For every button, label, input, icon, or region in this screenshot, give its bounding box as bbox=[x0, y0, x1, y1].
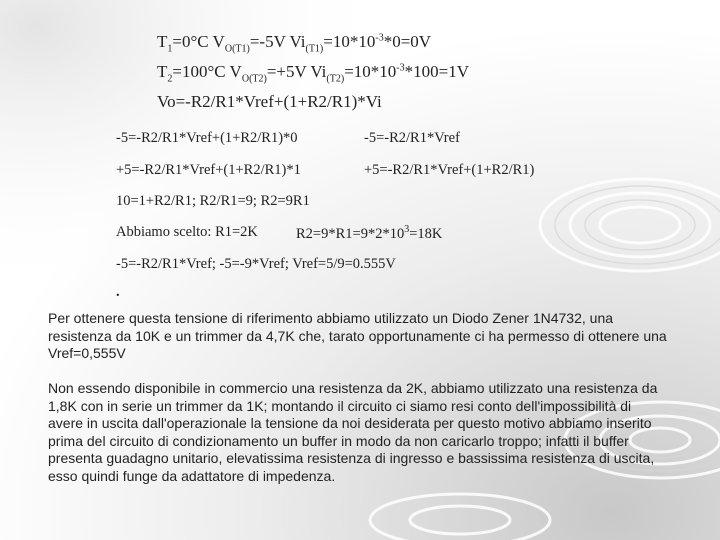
equation-row4-right: $R2=9*R1=9*2*10^3=18K$ bbox=[296, 224, 443, 242]
paragraph-buffer: Non essendo disponibile in commercio una resistenza da 2K, abbiamo utilizzato una resistenza da 1,8K con in serie un trimmer da 1K; montando il circuito ci siamo resi conto dell'impossibilità di avere in uscita dall'operazionale la tensione da noi desiderata per questo motivo abbiamo inserito prima del circuito di condizionamento un buffer in modo da non caricarlo troppo; infatti il buffer presenta guadagno unitario, elevatissima resistenza di ingresso e bassissima resistenza di uscita, esso quindi funge da adattatore di impedenza. bbox=[48, 380, 658, 484]
equation-row5: -5=-R2/R1*Vref; -5=-9*Vref; Vref=5/9=0.555V bbox=[116, 256, 396, 272]
equation-row2-right: +5=-R2/R1*Vref+(1+R2/R1) bbox=[364, 162, 535, 178]
paragraph-zener: Per ottenere questa tensione di riferimento abbiamo utilizzato un Diodo Zener 1N4732, una resistenza da 10K e un trimmer da 4,7K che, tarato opportunamente ci ha permesso di ottenere una Vref=0,555V bbox=[48, 310, 667, 361]
equation-t2: $T_2=100^\circ C$ $V_{O(T2)}=+5V$ $Vi_{(T2)}=10*10^{-3}*100=1V$ bbox=[157, 62, 470, 85]
equation-t1: $T_1=0^\circ C$ $V_{O(T1)}=-5V$ $Vi_{(T1)}=10*10^{-3}*0=0V$ bbox=[157, 32, 432, 55]
stray-dot: . bbox=[116, 284, 120, 300]
equation-row1-left: -5=-R2/R1*Vref+(1+R2/R1)*0 bbox=[116, 130, 298, 146]
equation-row1-right: -5=-R2/R1*Vref bbox=[364, 130, 460, 146]
equation-row2-left: +5=-R2/R1*Vref+(1+R2/R1)*1 bbox=[116, 162, 301, 178]
equation-vo: Vo=-R2/R1*Vref+(1+R2/R1)*Vi bbox=[157, 92, 382, 111]
equation-row4-left: Abbiamo scelto: R1=2K bbox=[116, 224, 258, 240]
equation-row3: 10=1+R2/R1; R2/R1=9; R2=9R1 bbox=[116, 193, 310, 209]
